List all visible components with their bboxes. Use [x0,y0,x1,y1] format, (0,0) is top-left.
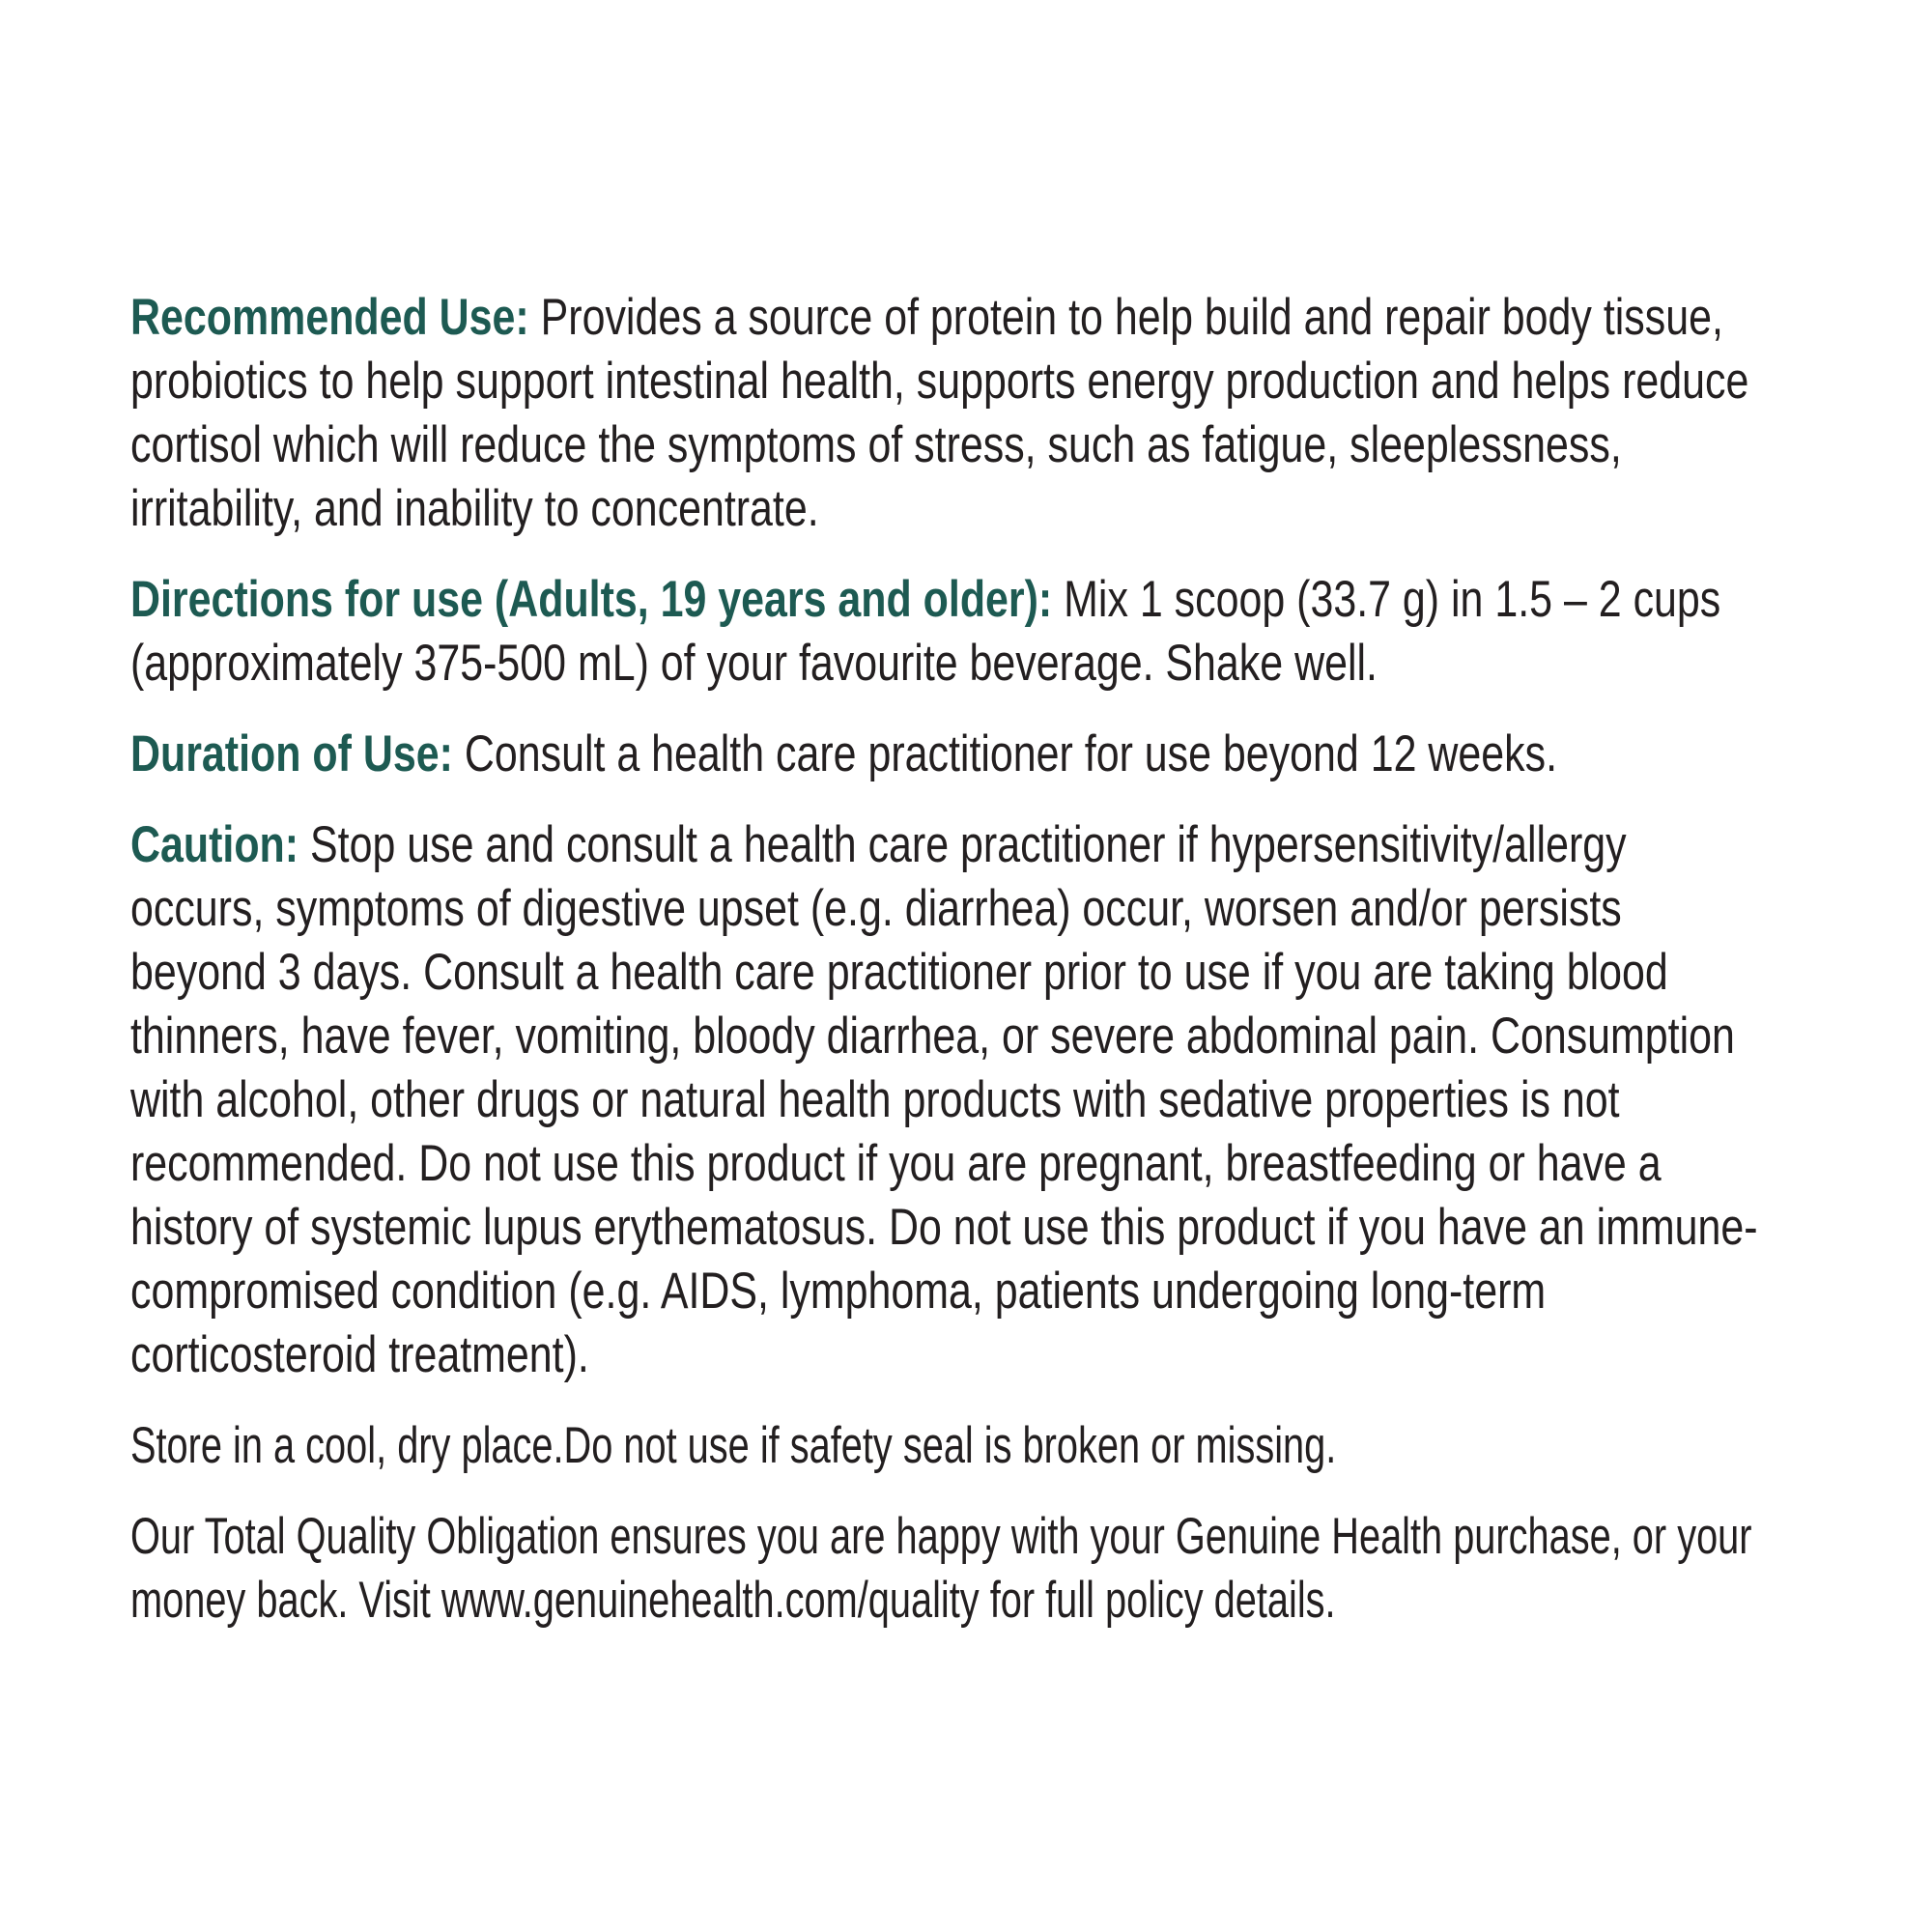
label-text-block [130,286,1932,1660]
storage-note-text: Store in a cool, dry place.Do not use if safety seal is broken or missing. [130,1417,1337,1474]
recommended-use-heading: Recommended Use: [130,289,529,346]
duration-body: Consult a health care practitioner for use beyond 12 weeks. [464,725,1557,782]
caution-heading: Caution: [130,816,299,873]
storage-note [130,1414,1761,1478]
section-recommended-use [130,286,1758,541]
section-caution [130,813,1758,1387]
recommended-use-body: Provides a source of protein to help build and repair body tissue, probiotics to help support intestinal health, supports energy production and helps reduce cortisol which will reduce the symptoms of stress, such as fatigue, sleeplessness, irritability, and inability to concentrate. [130,289,1749,537]
quality-guarantee-text: Our Total Quality Obligation ensures you are happy with your Genuine Health purchase, or your money back. Visit www.genuinehealth.com/quality for full policy details. [130,1508,1752,1629]
duration-heading: Duration of Use: [130,725,453,782]
quality-guarantee-note [130,1505,1761,1633]
directions-body: Mix 1 scoop (33.7 g) in 1.5 – 2 cups (approximately 375-500 mL) of your favourite beverage. Shake well. [130,571,1721,692]
section-directions-for-use [130,568,1758,696]
section-duration-of-use [130,723,1758,786]
directions-heading: Directions for use (Adults, 19 years and older): [130,571,1053,628]
caution-body: Stop use and consult a health care practitioner if hypersensitivity/allergy occurs, symptoms of digestive upset (e.g. diarrhea) occur, worsen and/or persists beyond 3 days. Consult a health care practitioner prior to use if you are taking blood thinners, have fever, vomiting, bloody diarrhea, or severe abdominal pain. Consumption with alcohol, other drugs or natural health products with sedative properties is not recommended. Do not use this product if you are pregnant, breastfeeding or have a history of systemic lupus erythematosus. Do not use this product if you have an immune-compromised condition (e.g. AIDS, lymphoma, patients undergoing long-term corticosteroid treatment). [130,816,1758,1383]
